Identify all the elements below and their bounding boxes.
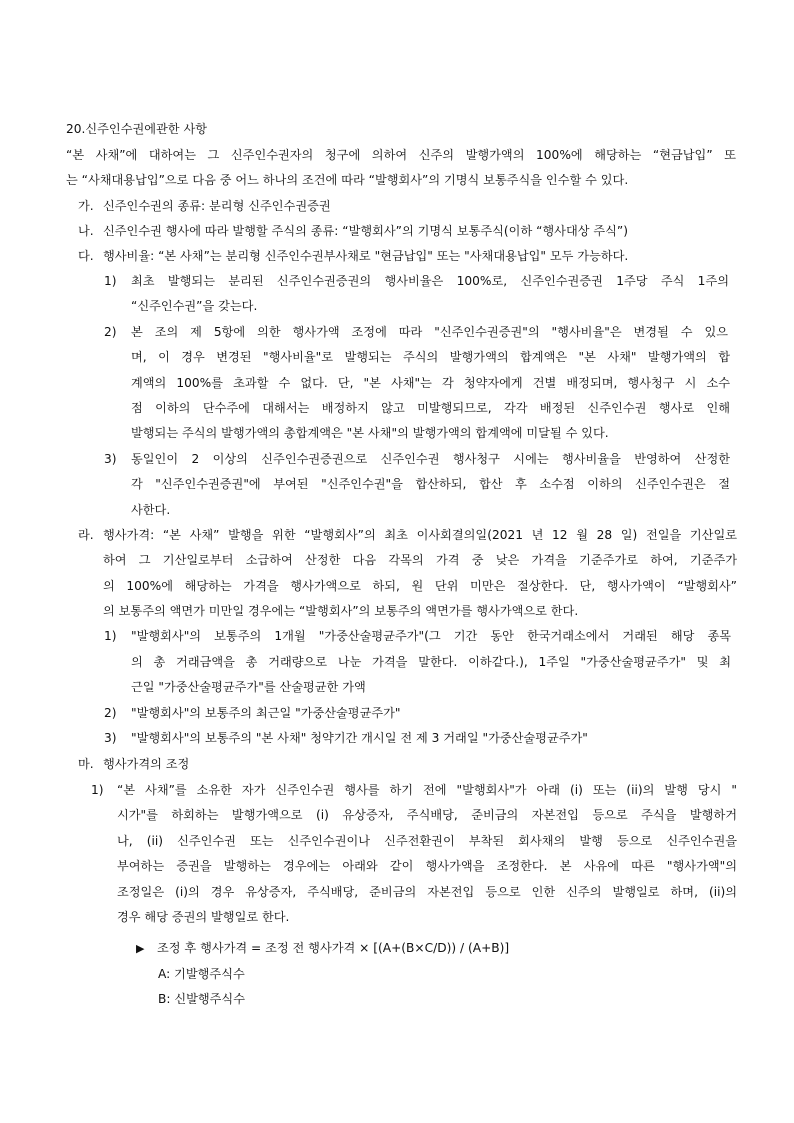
- ra-sub-1-line-2: 의 총 거래금액을 총 거래량으로 나눈 가격을 말한다. 이하같다.), 1주일 "가중산술평균주가" 및 최: [131, 655, 731, 669]
- da-sub-2-line-2: 며, 이 경우 변경된 "행사비율"로 발행되는 주식의 발행가액의 합계액은 "본 사채" 발행가액의 합: [131, 350, 730, 364]
- ma-sub-1-line-5: 조정일은 (i)의 경우 유상증자, 주식배당, 준비금의 자본전입 등으로 인한 신주의 발행일로 하며, (ii)의: [117, 885, 737, 899]
- ra-sub-1-line-1: "발행회사"의 보통주의 1개월 "가중산술평균주가"(그 기간 동안 한국거래소에서 거래된 해당 종목: [131, 629, 731, 643]
- item-da-marker: 다.: [78, 249, 94, 263]
- formula-text: 조정 후 행사가격 = 조정 전 행사가격 × [(A+(B×C/D)) / (A+B)]: [157, 941, 510, 955]
- ra-sub-2-marker: 2): [104, 706, 117, 720]
- ma-sub-1-line-1: “본 사채”를 소유한 자가 신주인수권 행사를 하기 전에 "발행회사"가 아래 (i) 또는 (ii)의 발행 당시 ": [117, 783, 737, 797]
- da-sub-2-line-5: 발행되는 주식의 발행가액의 총합계액은 "본 사채"의 발행가액의 합계액에 미달될 수 있다.: [131, 426, 609, 440]
- da-sub-3-line-1: 동일인이 2 이상의 신주인수권증권으로 신주인수권 행사청구 시에는 행사비율을 반영하여 산정한: [131, 452, 730, 466]
- item-ma-text: 행사가격의 조정: [103, 757, 190, 771]
- da-sub-1-line-2: “신주인수권”을 갖는다.: [131, 299, 258, 313]
- ra-sub-3-line-1: "발행회사"의 보통주의 "본 사채" 청약기간 개시일 전 제 3 거래일 "가중산술평균주가": [131, 731, 588, 745]
- item-ga-marker: 가.: [78, 199, 94, 213]
- da-sub-3-marker: 3): [104, 452, 117, 466]
- item-ma-marker: 마.: [78, 757, 94, 771]
- ma-sub-1-line-2: 시가"를 하회하는 발행가액으로 (i) 유상증자, 주식배당, 준비금의 자본전입 등으로 주식을 발행하거: [117, 808, 737, 822]
- ra-sub-2-line-1: "발행회사"의 보통주의 최근일 "가중산술평균주가": [131, 706, 401, 720]
- item-na-text: 신주인수권 행사에 따라 발행할 주식의 종류: “발행회사”의 기명식 보통주식(이하 “행사대상 주식”): [103, 224, 628, 238]
- da-sub-2-line-4: 점 이하의 단수주에 대해서는 배정하지 않고 미발행되므로, 각각 배정된 신주인수권 행사로 인해: [131, 401, 730, 415]
- da-sub-2-line-3: 계액의 100%를 초과할 수 없다. 단, "본 사채"는 각 청약자에게 건별 배정되며, 행사청구 시 소수: [131, 376, 730, 390]
- ma-sub-1-line-4: 부여하는 증권을 발행하는 경우에는 아래와 같이 행사가액을 조정한다. 본 사유에 따른 "행사가액"의: [117, 859, 737, 873]
- ma-sub-1-line-3: 나, (ii) 신주인수권 또는 신주인수권이나 신주전환권이 부착된 회사채의 발행 등으로 신주인수권을: [117, 834, 737, 848]
- da-sub-3-line-3: 사한다.: [131, 503, 171, 517]
- intro-line-1: “본 사채”에 대하여는 그 신주인수권자의 청구에 의하여 신주의 발행가액의 100%에 해당하는 “현금납입” 또: [66, 148, 736, 162]
- item-ra-line-2: 하여 그 기산일로부터 소급하여 산정한 다음 각목의 가격 중 낮은 가격을 기준주가로 하여, 기준주가: [103, 553, 737, 567]
- formula-arrow-icon: ▶: [136, 942, 145, 955]
- da-sub-3-line-2: 각 "신주인수권증권"에 부여된 "신주인수권"을 합산하되, 합산 후 소수점 이하의 신주인수권은 절: [131, 477, 730, 491]
- item-ga-text: 신주인수권의 종류: 분리형 신주인수권증권: [103, 199, 331, 213]
- da-sub-2-line-1: 본 조의 제 5항에 의한 행사가액 조정에 따라 "신주인수권증권"의 "행사비율"은 변경될 수 있으: [131, 325, 728, 339]
- section-title: 20.신주인수권에관한 사항: [66, 122, 207, 136]
- item-ra-line-3: 의 100%에 해당하는 가격을 행사가액으로 하되, 원 단위 미만은 절상한다. 단, 행사가액이 “발행회사”: [103, 579, 737, 593]
- item-ra-marker: 라.: [78, 528, 94, 542]
- ra-sub-1-marker: 1): [104, 629, 117, 643]
- formula-def-b: B: 신발행주식수: [158, 992, 245, 1006]
- ma-sub-1-line-6: 경우 해당 증권의 발행일로 한다.: [117, 910, 290, 924]
- item-na-marker: 나.: [78, 224, 94, 238]
- item-da-text: 행사비율: “본 사채”는 분리형 신주인수권부사채로 "현금납입" 또는 "사채대용납입" 모두 가능하다.: [103, 249, 629, 263]
- ra-sub-3-marker: 3): [104, 731, 117, 745]
- item-ra-line-4: 의 보통주의 액면가 미만일 경우에는 “발행회사”의 보통주의 액면가를 행사가액으로 한다.: [103, 604, 579, 618]
- ma-sub-1-marker: 1): [91, 783, 104, 797]
- formula-def-a: A: 기발행주식수: [158, 967, 245, 981]
- item-ra-line-1: 행사가격: “본 사채” 발행을 위한 “발행회사”의 최초 이사회결의일(2021 년 12 월 28 일) 전일을 기산일로: [103, 528, 737, 542]
- da-sub-1-line-1: 최초 발행되는 분리된 신주인수권증권의 행사비율은 100%로, 신주인수권증권 1주당 주식 1주의: [131, 274, 729, 288]
- ra-sub-1-line-3: 근일 "가중산술평균주가"를 산술평균한 가액: [131, 680, 366, 694]
- intro-line-2: 는 “사채대용납입”으로 다음 중 어느 하나의 조건에 따라 “발행회사”의 기명식 보통주식을 인수할 수 있다.: [66, 173, 629, 187]
- da-sub-1-marker: 1): [104, 274, 117, 288]
- da-sub-2-marker: 2): [104, 325, 117, 339]
